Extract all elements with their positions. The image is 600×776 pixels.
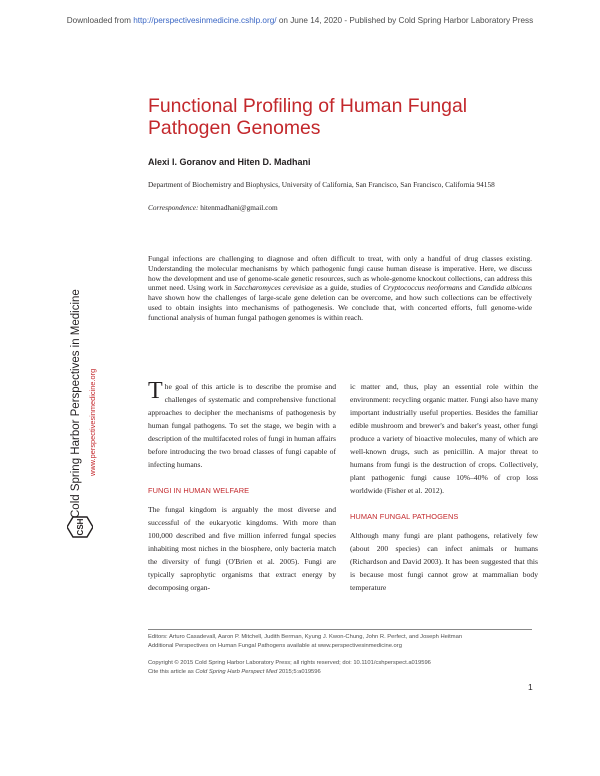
footer-additional: Additional Perspectives on Human Fungal Pathogens available at www.perspectivesinmedicine.org xyxy=(148,643,402,649)
drop-cap: T xyxy=(148,378,163,404)
abstract-part-a: Fungal infections are challenging to diagnose and often difficult to treat, with only a handful of drug classes existing. Understanding the molecular mechanisms by which pathogenic fungi cause human disease is imperative. Here, we discuss how the development and use of genome-scale genetic resources, such as whole-genome knockout collections, can address this unmet need. Using work in xyxy=(148,254,532,293)
abstract-part-c: and xyxy=(462,283,479,293)
download-prefix: Downloaded from xyxy=(66,16,134,25)
journal-name: Cold Spring Harbor Perspectives in Medicine xyxy=(70,289,82,518)
title-line-1: Functional Profiling of Human Fungal xyxy=(148,95,468,117)
section-heading-fungi-in-human-welfare: FUNGI IN HUMAN WELFARE xyxy=(148,486,250,495)
logo-text: CSH xyxy=(76,518,85,536)
species-c-albicans: Candida albicans xyxy=(478,283,532,293)
cshl-logo xyxy=(67,512,93,542)
footer-editors: Editors: Arturo Casadevall, Aaron P. Mitchell, Judith Berman, Kyung J. Kwon-Chung, John R. Perfect, and Joseph Heitman xyxy=(148,634,463,640)
cite-prefix: Cite this article as xyxy=(148,669,196,675)
fungi-welfare-paragraph: The fungal kingdom is arguably the most diverse and successful of the eukaryotic kingdoms. With more than 100,000 described and five million inferred fungal species inhabiting most niches in the biosphere, only bacteria match the diversity of fungi (O'Brien et al. 2005). Fungi are typically saprophytic organisms that extract energy by decomposing organ- xyxy=(148,505,336,592)
fungi-welfare-continued: ic matter and, thus, play an essential role within the environment: recycling organic matter. Fungi also have many important industrially useful properties. Besides the familiar edible mushroom and brewer's and baker's yeast, other fungi produce a variety of bioactive molecules, many of which are well-known drugs, such as penicillin. A major threat to humans from fungi is the destruction of crops. Collectively, plant pathogenic fungi cause 10%–40% of crop loss worldwide (Fisher et al. 2012). xyxy=(350,382,538,495)
cite-journal: Cold Spring Harb Perspect Med xyxy=(195,669,278,675)
species-c-neoformans: Cryptococcus neoformans xyxy=(383,283,463,293)
authors: Alexi I. Goranov and Hiten D. Madhani xyxy=(148,157,311,167)
intro-text: he goal of this article is to describe the promise and challenges of systematic and comprehensive functional approaches to decipher the mechanisms of pathogenesis by human fungal pathogens. To set the stage, we begin with a description of the multifaceted roles of fungi in human affairs before introducing the two broad classes of fungi capable of infecting humans. xyxy=(148,382,336,469)
download-notice xyxy=(0,16,600,25)
footer-citation xyxy=(148,668,532,676)
section-heading-human-fungal-pathogens: HUMAN FUNGAL PATHOGENS xyxy=(350,512,459,521)
cite-suffix: 2015;5:a019596 xyxy=(277,669,321,675)
article-title xyxy=(148,95,568,139)
body-column-left xyxy=(148,380,336,594)
footer-copyright: Copyright © 2015 Cold Spring Harbor Laboratory Press; all rights reserved; doi: 10.1101/cshperspect.a019596 xyxy=(148,660,431,666)
abstract xyxy=(148,254,532,323)
pathogens-paragraph: Although many fungi are plant pathogens, relatively few (about 200 species) can infect animals or humans (Richardson and David 2003). It has been suggested that this is because most fungi cannot grow at mammalian body temperature xyxy=(350,531,538,592)
download-link[interactable]: http://perspectivesinmedicine.cshlp.org/ xyxy=(133,16,277,25)
correspondence-email[interactable]: hitenmadhani@gmail.com xyxy=(198,203,278,212)
abstract-part-d: have shown how the challenges of large-scale gene deletion can be overcome, and how such collections can be effectively used to obtain insights into mechanisms of pathogenesis. We conclude that, with concerted efforts, full genome-wide functional analysis of human fungal pathogen genomes is within reach. xyxy=(148,293,532,322)
footer-divider xyxy=(148,629,532,630)
page-number: 1 xyxy=(528,682,533,692)
journal-url[interactable]: www.perspectivesinmedicine.org xyxy=(88,368,97,476)
body-column-right xyxy=(350,380,538,594)
download-suffix: on June 14, 2020 - Published by Cold Spring Harbor Laboratory Press xyxy=(276,16,534,25)
intro-paragraph xyxy=(148,380,336,471)
affiliation: Department of Biochemistry and Biophysics, University of California, San Francisco, San Francisco, California 94158 xyxy=(148,180,495,189)
correspondence-label: Correspondence: xyxy=(148,203,199,212)
species-s-cerevisiae: Saccharomyces cerevisiae xyxy=(234,283,314,293)
correspondence xyxy=(148,203,278,212)
title-line-2: Pathogen Genomes xyxy=(148,117,321,139)
abstract-part-b: as a guide, studies of xyxy=(313,283,384,293)
